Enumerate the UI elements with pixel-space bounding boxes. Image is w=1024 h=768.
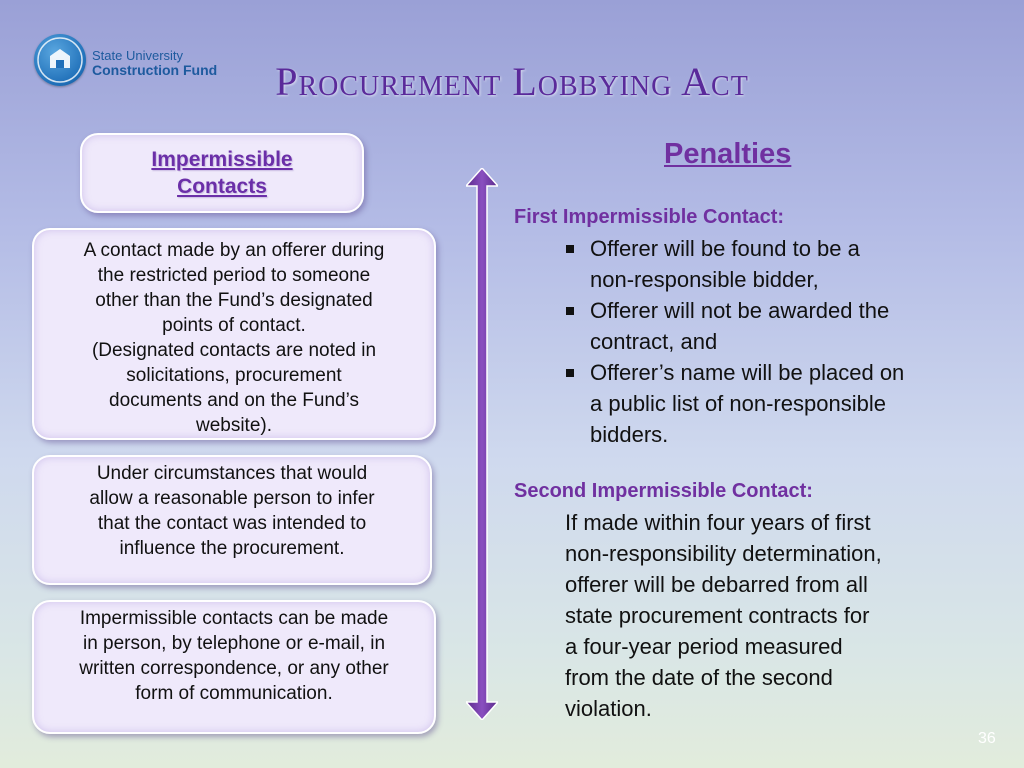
first-contact-penalties	[562, 233, 982, 450]
bullet-square-icon	[566, 369, 574, 377]
text-line: points of contact.	[162, 315, 306, 336]
list-item	[562, 295, 982, 357]
text-line: influence the procurement.	[119, 538, 345, 559]
text-line: a public list of non-responsible	[590, 391, 886, 416]
text-line: from the date of the second	[565, 665, 833, 690]
text-line: in person, by telephone or e-mail, in	[82, 633, 386, 654]
bullet-square-icon	[566, 245, 574, 253]
text-line: contract, and	[590, 329, 718, 354]
impermissible-contacts-heading-box	[80, 133, 364, 213]
heading-line2: Contacts	[177, 175, 267, 198]
text-line: that the contact was intended to	[97, 513, 367, 534]
second-contact-penalty	[565, 507, 985, 724]
circumstances-box	[32, 455, 432, 585]
second-contact-label: Second Impermissible Contact:	[514, 480, 813, 502]
text-line: If made within four years of first	[565, 510, 871, 535]
text-line: documents and on the Fund’s	[109, 390, 359, 411]
page-number: 36	[978, 730, 996, 747]
slide-title: Procurement Lobbying Act	[275, 59, 749, 104]
list-item	[562, 357, 982, 450]
logo-line2: Construction Fund	[92, 62, 218, 78]
text-line: the restricted period to someone	[97, 265, 371, 286]
definition-box	[32, 228, 436, 440]
text-line: bidders.	[590, 422, 669, 447]
text-line: form of communication.	[135, 683, 333, 704]
text-line: Offerer will not be awarded the	[590, 298, 890, 323]
text-line: Impermissible contacts can be made	[79, 608, 389, 629]
text-line: non-responsible bidder,	[590, 267, 819, 292]
text-line: offerer will be debarred from all	[565, 572, 868, 597]
text-line: Offerer will be found to be a	[590, 236, 860, 261]
text-line: violation.	[565, 696, 652, 721]
text-line: a four-year period measured	[565, 634, 843, 659]
heading-line1: Impermissible	[151, 148, 293, 171]
logo-line1: State University	[92, 48, 184, 63]
text-line: written correspondence, or any other	[79, 658, 389, 679]
methods-box	[32, 600, 436, 734]
text-line: allow a reasonable person to infer	[89, 488, 375, 509]
penalties-heading: Penalties	[664, 138, 792, 170]
list-item	[562, 233, 982, 295]
text-line: solicitations, procurement	[126, 365, 342, 386]
bullet-square-icon	[566, 307, 574, 315]
text-line: website).	[195, 415, 273, 436]
text-line: A contact made by an offerer during	[83, 240, 385, 261]
text-line: state procurement contracts for	[565, 603, 870, 628]
text-line: Under circumstances that would	[96, 463, 368, 484]
text-line: non-responsibility determination,	[565, 541, 882, 566]
text-line: other than the Fund’s designated	[95, 290, 373, 311]
double-arrow-icon	[466, 168, 498, 720]
text-line: (Designated contacts are noted in	[91, 340, 377, 361]
text-line: Offerer’s name will be placed on	[590, 360, 905, 385]
first-contact-label: First Impermissible Contact:	[514, 206, 785, 228]
